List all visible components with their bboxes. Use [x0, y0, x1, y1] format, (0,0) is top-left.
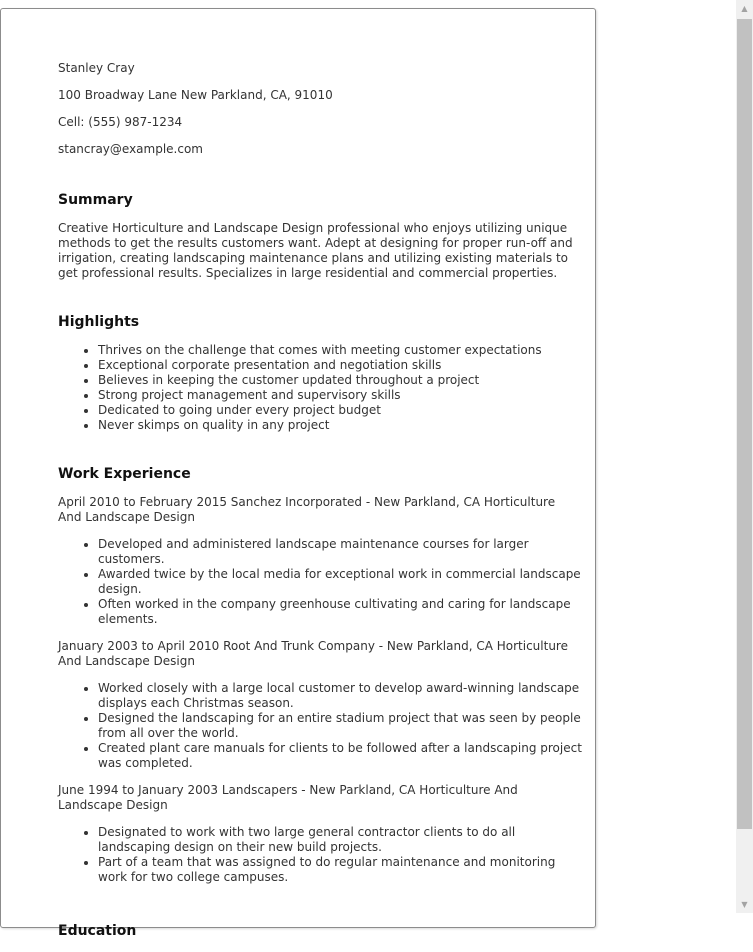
highlights-list	[58, 343, 582, 433]
job-bullet: • Designated to work with two large general contractor clients to do all landscaping design on their new build projects.	[98, 825, 582, 855]
highlights-section	[58, 314, 582, 433]
job-bullet: • Often worked in the company greenhouse cultivating and caring for landscape elements.	[98, 597, 582, 627]
job-header: June 1994 to January 2003 Landscapers - New Parkland, CA Horticulture And Landscape Design	[58, 783, 518, 812]
job-bullets	[58, 681, 582, 771]
education-heading: Education	[58, 923, 137, 939]
resume-page	[0, 8, 596, 939]
highlight-item: • Believes in keeping the customer updated throughout a project	[98, 373, 582, 388]
highlight-item: • Exceptional corporate presentation and negotiation skills	[98, 358, 582, 373]
job-bullet: • Part of a team that was assigned to do regular maintenance and monitoring work for two college campuses.	[98, 855, 582, 885]
education-section	[58, 923, 582, 940]
job-bullet: • Developed and administered landscape maintenance courses for larger customers.	[98, 537, 582, 567]
contact-name: Stanley Cray	[58, 61, 135, 75]
highlight-item: • Strong project management and supervisory skills	[98, 388, 582, 403]
work-experience-section	[58, 466, 582, 885]
job-header: April 2010 to February 2015 Sanchez Incorporated - New Parkland, CA Horticulture And Landscape Design	[58, 495, 556, 524]
highlight-item: • Thrives on the challenge that comes with meeting customer expectations	[98, 343, 582, 358]
contact-email: stancray@example.com	[58, 142, 203, 156]
work-experience-heading: Work Experience	[58, 466, 191, 482]
job-bullets	[58, 825, 582, 885]
scroll-up-arrow-icon[interactable]: ▲	[741, 4, 748, 13]
highlights-heading: Highlights	[58, 314, 140, 330]
highlight-item: • Dedicated to going under every project budget	[98, 403, 582, 418]
resume-content	[58, 61, 582, 952]
job-bullet: • Created plant care manuals for clients to be followed after a landscaping project was completed.	[98, 741, 582, 771]
job-bullet: • Awarded twice by the local media for exceptional work in commercial landscape design.	[98, 567, 582, 597]
contact-block	[58, 61, 582, 157]
job-bullet: • Worked closely with a large local customer to develop award-winning landscape displays each Christmas season.	[98, 681, 582, 711]
contact-address: 100 Broadway Lane New Parkland, CA, 91010	[58, 88, 333, 102]
job-bullet: • Designed the landscaping for an entire stadium project that was seen by people from all over the world.	[98, 711, 582, 741]
scrollbar-thumb[interactable]	[737, 19, 752, 829]
job-bullets	[58, 537, 582, 627]
scroll-down-arrow-icon[interactable]: ▼	[741, 900, 748, 909]
summary-heading: Summary	[58, 192, 133, 208]
vertical-scrollbar[interactable]	[736, 0, 753, 913]
summary-section	[58, 192, 582, 281]
contact-cell: Cell: (555) 987-1234	[58, 115, 183, 129]
highlight-item: • Never skimps on quality in any project	[98, 418, 582, 433]
job-header: January 2003 to April 2010 Root And Trunk Company - New Parkland, CA Horticulture And Landscape Design	[58, 639, 568, 668]
summary-text: Creative Horticulture and Landscape Design professional who enjoys utilizing unique methods to get the results customers want. Adept at designing for proper run-off and irrigation, creating landscaping maintenance plans and utilizing existing materials to get professional results. Specializes in large residential and commercial properties.	[58, 221, 573, 280]
